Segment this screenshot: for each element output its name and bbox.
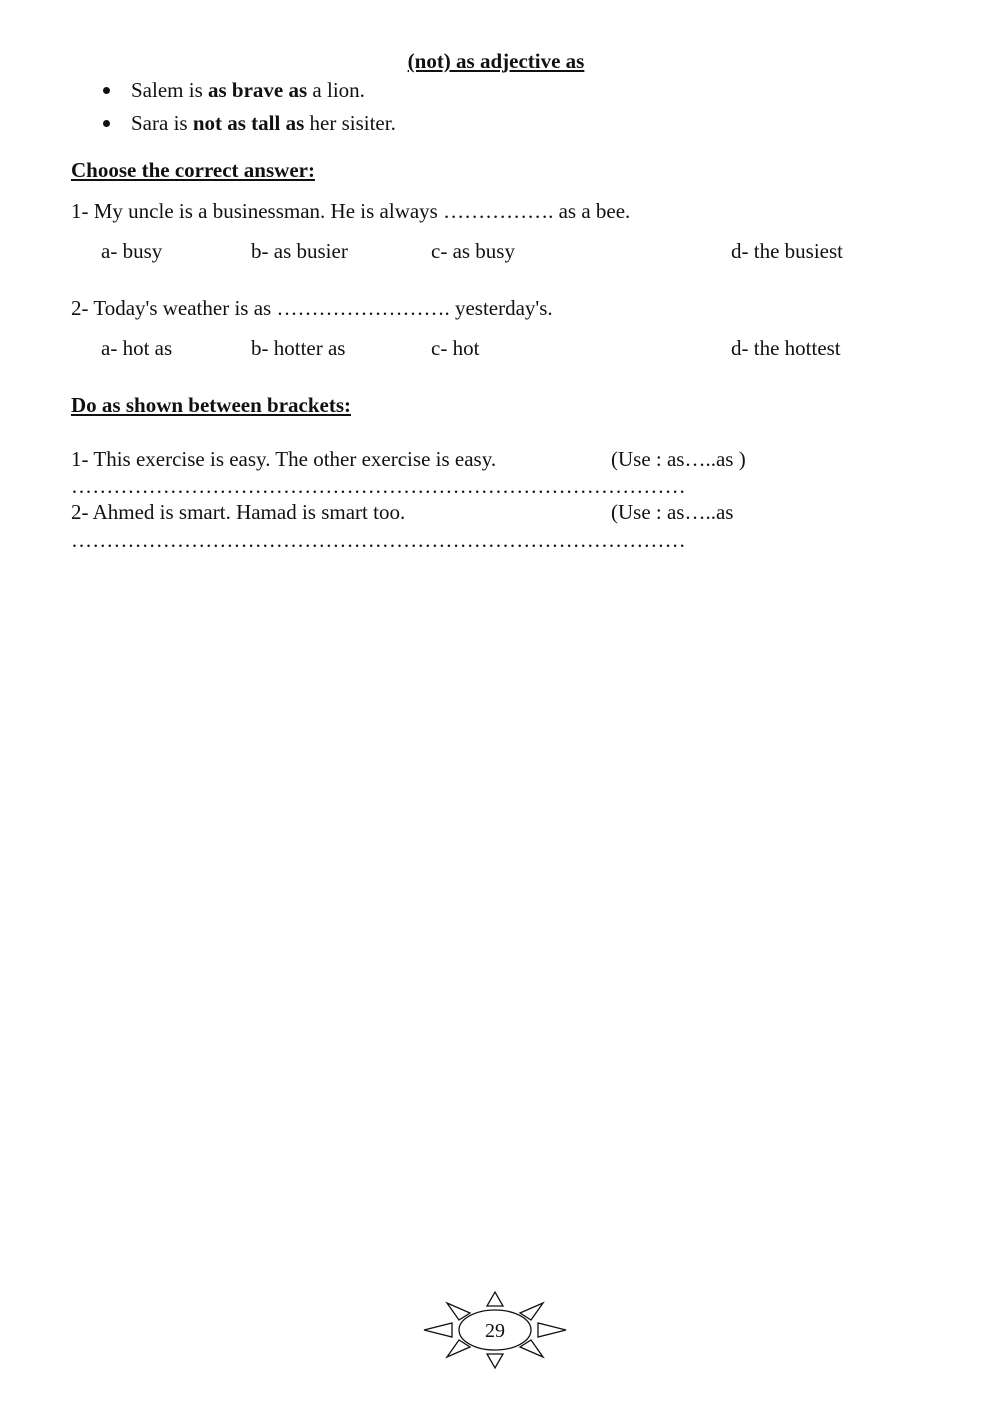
- question-1-option-d[interactable]: d- the busiest: [731, 239, 843, 263]
- example-text: a lion.: [307, 78, 365, 102]
- example-text: Sara is: [131, 111, 193, 135]
- question-1-text: 1- My uncle is a businessman. He is always ……………. as a bee.: [71, 199, 631, 223]
- question-2-option-d[interactable]: d- the hottest: [731, 336, 841, 360]
- question-2-text: 2- Today's weather is as ……………………. yesterday's.: [71, 296, 553, 320]
- transform-item-2-hint: (Use : as…..as: [611, 500, 734, 524]
- transform-item-2-text: 2- Ahmed is smart. Hamad is smart too.: [71, 500, 406, 524]
- page-number: 29: [485, 1320, 505, 1342]
- question-2-option-b[interactable]: b- hotter as: [251, 336, 346, 360]
- transform-item-1-hint: (Use : as…..as ): [611, 447, 746, 471]
- example-bold: as brave as: [208, 78, 308, 102]
- example-item: [131, 80, 365, 101]
- sun-ornament-icon: [422, 1290, 568, 1370]
- question-2-option-c[interactable]: c- hot: [431, 336, 480, 360]
- example-bold: not as tall as: [192, 111, 305, 135]
- example-text: her sisiter.: [304, 111, 396, 135]
- section-heading-do-as-shown: Do as shown between brackets:: [71, 393, 351, 417]
- transform-item-1-text: 1- This exercise is easy. The other exercise is easy.: [71, 447, 497, 471]
- example-item: [131, 113, 396, 134]
- bullet-icon: [103, 120, 110, 127]
- example-text: Salem is: [131, 78, 208, 102]
- answer-line[interactable]: ……………………………………………………………………………: [71, 474, 686, 498]
- answer-line[interactable]: ……………………………………………………………………………: [71, 528, 686, 552]
- bullet-icon: [103, 87, 110, 94]
- page-title: (not) as adjective as: [407, 49, 585, 73]
- question-1-option-c[interactable]: c- as busy: [431, 239, 515, 263]
- section-heading-choose: Choose the correct answer:: [71, 158, 315, 182]
- question-1-option-b[interactable]: b- as busier: [251, 239, 348, 263]
- question-1-option-a[interactable]: a- busy: [101, 239, 163, 263]
- question-2-option-a[interactable]: a- hot as: [101, 336, 173, 360]
